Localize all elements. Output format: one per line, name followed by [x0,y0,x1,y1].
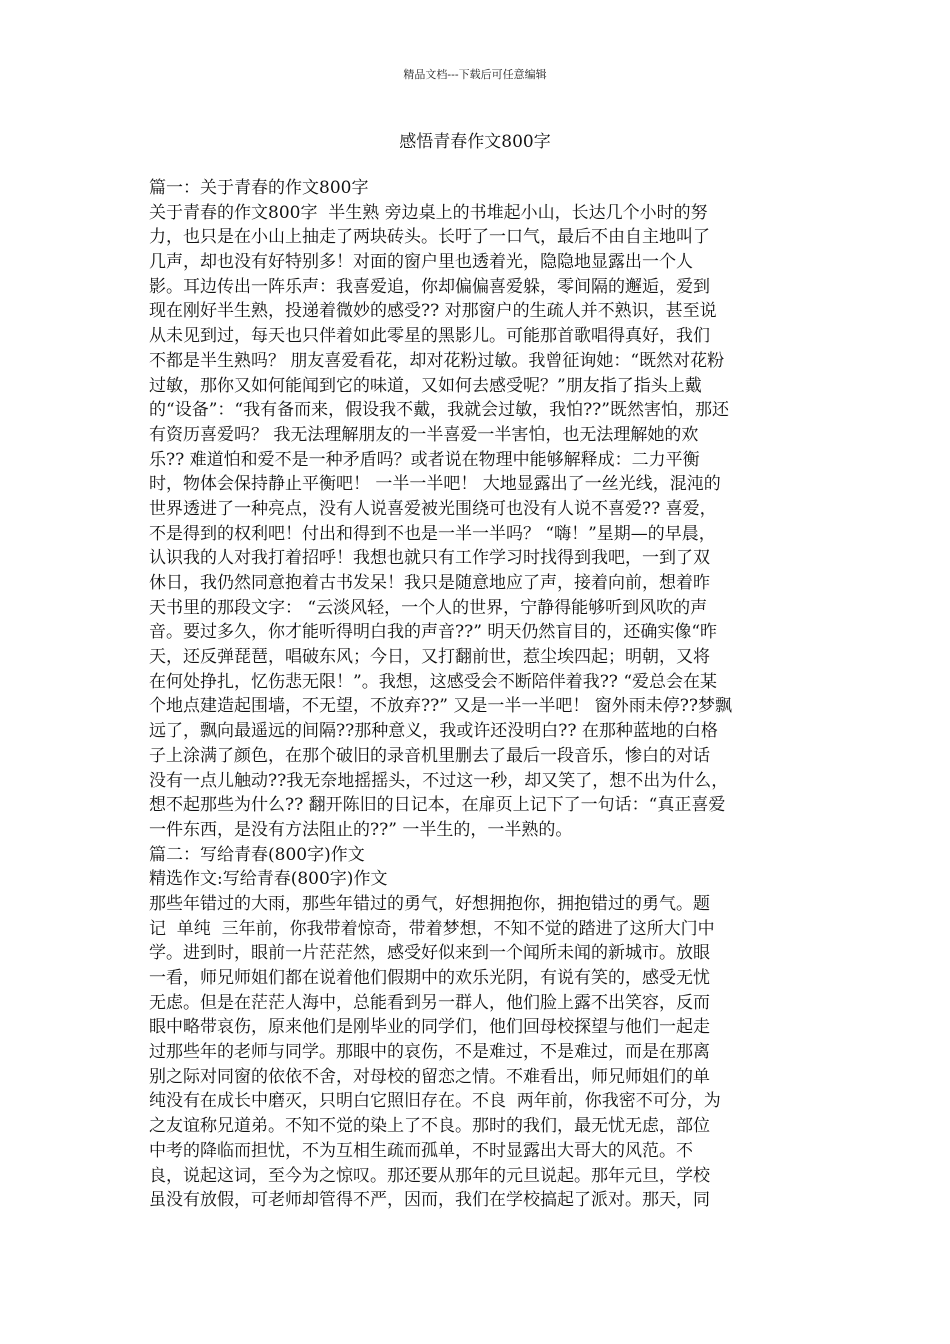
text-line: 良，说起这词，至今为之惊叹。那还要从那年的元旦说起。那年元旦，学校 [149,1165,710,1186]
text-line: 篇二：写给青春(800字)作文 [149,844,365,865]
text-line: 天，还反弹琵琶，唱破东风；今日，又打翻前世，惹尘埃四起；明朝，又将 [149,647,710,668]
text-line: 篇一：关于青春的作文800字 [149,178,369,198]
text-line: 几声，却也没有好特别多！对面的窗户里也透着光，隐隐地显露出一个人 [149,252,693,273]
text-line: 乐?? 难道怕和爱不是一种矛盾吗？或者说在物理中能够解释成：二力平衡 [149,449,700,470]
text-line: 过那些年的老师与同学。那眼中的哀伤，不是难过，不是难过，而是在那离 [149,1042,710,1063]
text-line: 在何处挣扎，忆伤悲无限！”。我想，这感受会不断陪伴着我?? “爱总会在某 [149,671,718,692]
text-line: 远了，飘向最遥远的间隔??那种意义，我或许还没明白?? 在那种蓝地的白格 [149,721,718,742]
text-line: 那些年错过的大雨，那些年错过的勇气，好想拥抱你，拥抱错过的勇气。题 [149,893,710,914]
text-line: 关于青春的作文800字 半生熟 旁边桌上的书堆起小山，长达几个小时的努 [149,202,708,223]
text-line: 天书里的那段文字： “云淡风轻，一个人的世界，宁静得能够听到风吹的声 [149,597,708,618]
text-line: 纯没有在成长中磨灭，只明白它照旧存在。不良 两年前，你我密不可分，为 [149,1091,721,1112]
text-line: 虽没有放假，可老师却管得不严，因而，我们在学校搞起了派对。那天，同 [149,1190,710,1211]
text-line: 认识我的人对我打着招呼！我想也就只有工作学习时找得到我吧，一到了双 [149,548,710,569]
document-title: 感悟青春作文800字 [399,132,551,152]
text-line: 一看，师兄师姐们都在说着他们假期中的欢乐光阴，有说有笑的，感受无忧 [149,968,710,988]
text-line: 有资历喜爱吗？ 我无法理解朋友的一半喜爱一半害怕，也无法理解她的欢 [149,424,699,445]
text-line: 力，也只是在小山上抽走了两块砖头。长吁了一口气，最后不由自主地叫了 [149,227,710,248]
text-line: 过敏，那你又如何能闻到它的味道，又如何去感受呢？”朋友指了指头上戴 [149,375,702,396]
text-line: 想不起那些为什么?? 翻开陈旧的日记本，在扉页上记下了一句话：“真正喜爱 [149,795,726,816]
document-body [149,176,801,1213]
text-line: 世界透进了一种亮点，没有人说喜爱被光围绕可也没有人说不喜爱?? 喜爱， [149,498,717,519]
text-line: 音。要过多久，你才能听得明白我的声音??” 明天仍然盲目的，还确实像“昨 [149,622,718,643]
text-line: 不是得到的权利吧！付出和得到不也是一半一半吗？ “嗨！”星期—的早晨， [149,523,716,544]
text-line: 无虑。但是在茫茫人海中，总能看到另一群人，他们脸上露不出笑容，反而 [149,992,710,1013]
text-line: 时，物体会保持静止平衡吧！ 一半一半吧！ 大地显露出了一丝光线，混沌的 [149,474,721,495]
page-header: 精品文档---下载后可任意编辑 [403,68,547,81]
text-line: 的“设备”：“我有备而来，假设我不戴，我就会过敏，我怕??”既然害怕，那还 [149,400,729,421]
text-line: 之友谊称兄道弟。不知不觉的染上了不良。那时的我们，最无忧无虑，部位 [149,1116,710,1137]
text-line: 没有一点儿触动??我无奈地摇摇头，不过这一秒，却又笑了，想不出为什么， [149,770,729,791]
text-line: 子上涂满了颜色，在那个破旧的录音机里删去了最后一段音乐，惨白的对话 [149,745,710,766]
text-line: 一件东西，是没有方法阻止的??” 一半生的，一半熟的。 [149,819,573,840]
text-line: 影。耳边传出一阵乐声：我喜爱追，你却偏偏喜爱躲，零间隔的邂逅，爱到 [149,276,710,297]
text-line: 眼中略带哀伤，原来他们是刚毕业的同学们，他们回母校探望与他们一起走 [149,1017,710,1038]
text-line: 学。进到时，眼前一片茫茫然，感受好似来到一个闻所未闻的新城市。放眼 [149,943,710,964]
text-line: 记 单纯 三年前，你我带着惊奇，带着梦想，不知不觉的踏进了这所大门中 [149,918,715,939]
text-line: 休日，我仍然同意抱着古书发呆！我只是随意地应了声，接着向前，想着昨 [149,573,710,593]
text-line: 个地点建造起围墙，不无望，不放弃??” 又是一半一半吧！ 窗外雨未停??梦飘 [149,696,732,717]
text-line: 从未见到过，每天也只伴着如此零星的黑影儿。可能那首歌唱得真好，我们 [149,326,710,347]
text-line: 精选作文:写给青春(800字)作文 [149,869,388,890]
text-line: 现在刚好半生熟，投递着微妙的感受?? 对那窗户的生疏人并不熟识，甚至说 [149,301,717,322]
text-line: 不都是半生熟吗？ 朋友喜爱看花，却对花粉过敏。我曾征询她：“既然对花粉 [149,350,725,371]
text-line: 中考的降临而担忧，不为互相生疏而孤单，不时显露出大哥大的风范。不 [149,1140,693,1161]
text-line: 别之际对同窗的依依不舍，对母校的留恋之情。不难看出，师兄师姐们的单 [149,1066,710,1087]
